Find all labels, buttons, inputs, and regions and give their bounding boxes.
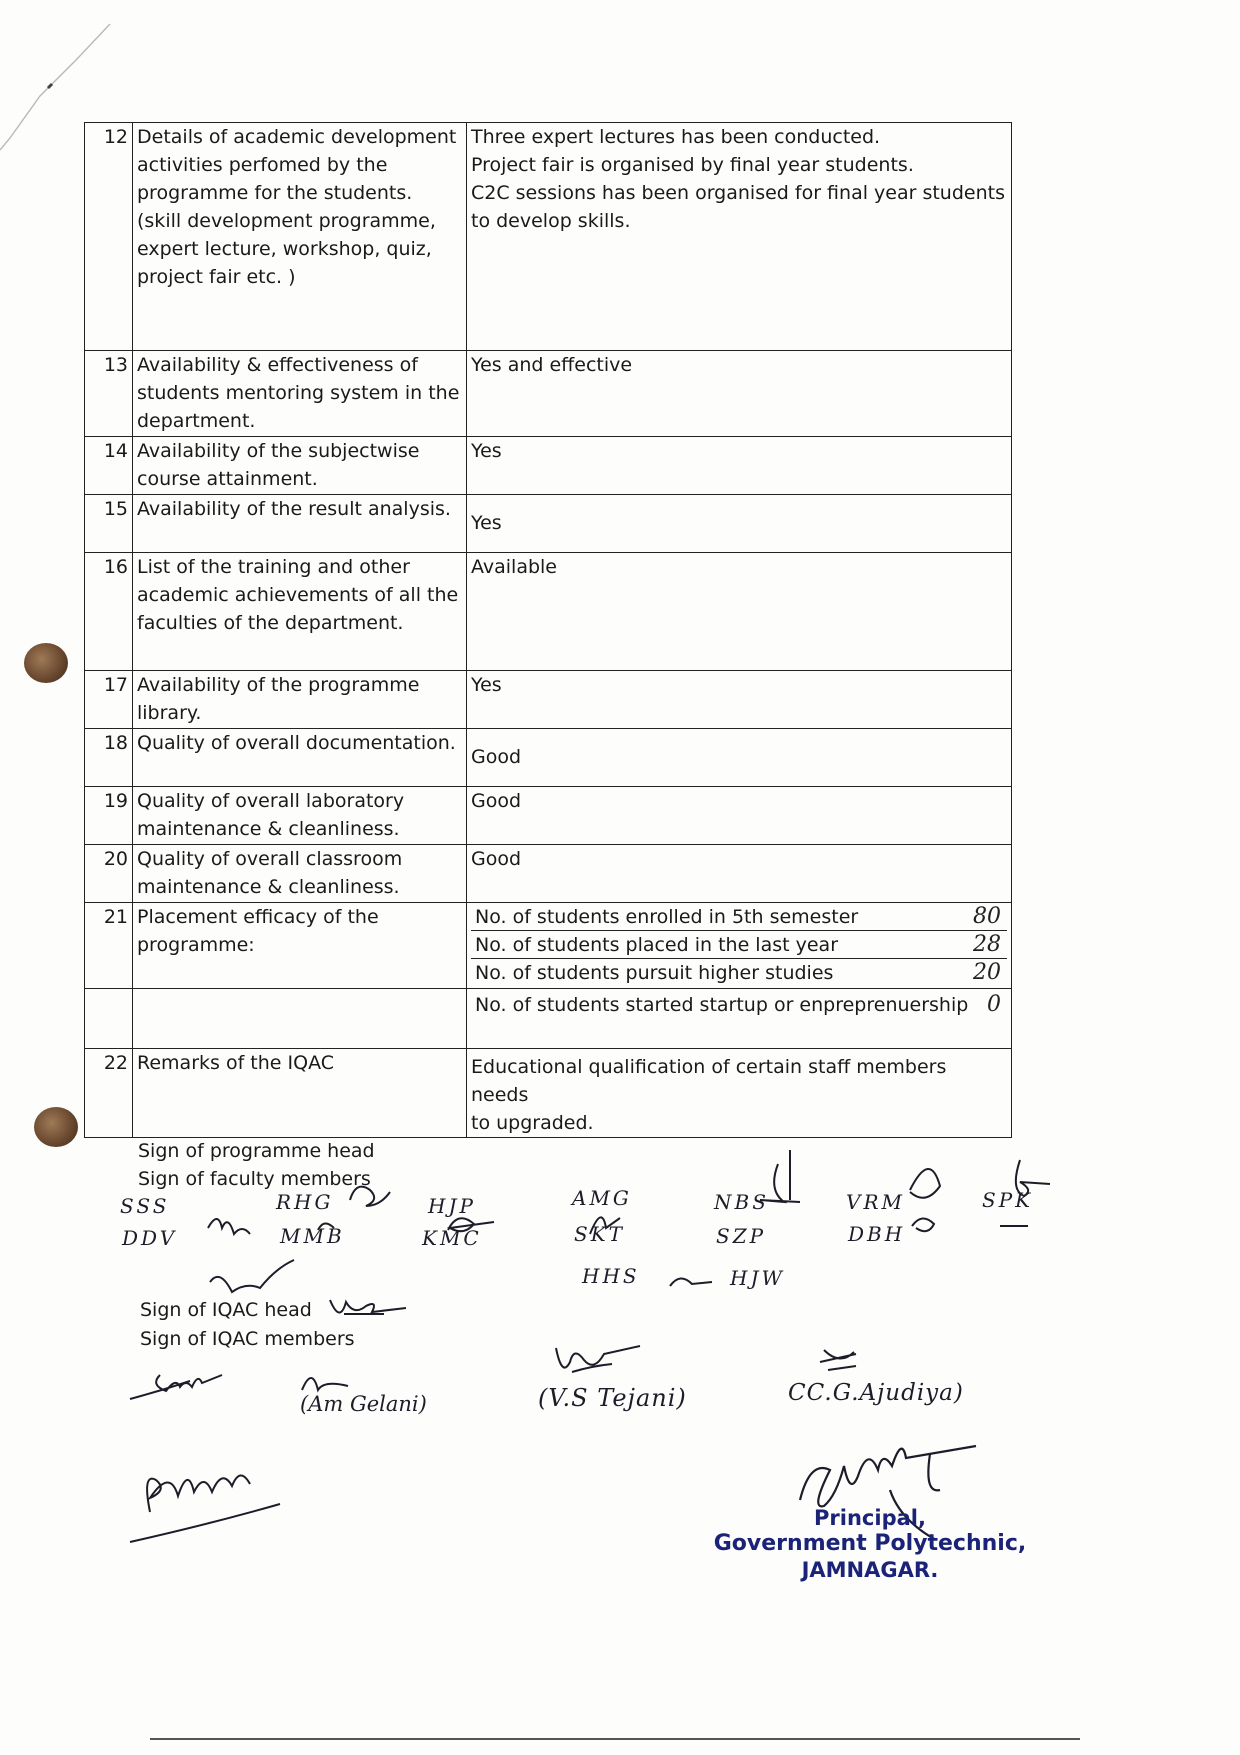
table-row	[85, 437, 1012, 495]
faculty-initial: HJW	[730, 1266, 786, 1290]
value-line: Good	[471, 848, 522, 870]
row-number: 21	[85, 903, 133, 989]
faculty-signature-marks	[190, 1150, 1070, 1300]
placement-row	[85, 903, 1012, 989]
row-parameter	[133, 787, 467, 845]
row-number: 12	[85, 123, 133, 351]
row-number: 14	[85, 437, 133, 495]
faculty-initial: MMB	[280, 1224, 345, 1248]
row-parameter	[133, 437, 467, 495]
iqac-member-name: (V.S Tejani)	[538, 1384, 687, 1412]
faculty-initial: HJP	[428, 1194, 476, 1218]
table-row	[85, 729, 1012, 787]
param-line: Details of academic development	[137, 126, 457, 148]
stamp-line: Government Polytechnic,	[713, 1531, 1027, 1556]
row-number: 15	[85, 495, 133, 553]
param-line: Availability of the programme	[137, 674, 420, 696]
param-line: project fair etc. )	[137, 266, 296, 288]
placement-item	[471, 991, 1007, 1019]
row-number: 18	[85, 729, 133, 787]
faculty-initial: RHG	[276, 1190, 334, 1214]
table-row	[85, 787, 1012, 845]
value-line: Yes	[471, 440, 502, 462]
faculty-initial: DDV	[122, 1226, 178, 1250]
row-parameter	[133, 351, 467, 437]
row-value	[467, 437, 1012, 495]
value-line: Educational qualification of certain staff members needs	[471, 1056, 947, 1106]
param-line: Quality of overall laboratory	[137, 790, 405, 812]
placement-item	[471, 931, 1007, 959]
row-value	[467, 1049, 1012, 1138]
table-row	[85, 351, 1012, 437]
iqac-member-name: (Am Gelani)	[300, 1392, 427, 1416]
placement-label: No. of students placed in the last year	[475, 933, 839, 956]
param-line: Placement efficacy of the	[137, 906, 379, 928]
row-parameter	[133, 845, 467, 903]
faculty-initial: SPK	[982, 1188, 1034, 1212]
stamp-line: JAMNAGAR.	[801, 1558, 939, 1582]
param-line: maintenance & cleanliness.	[137, 818, 400, 840]
param-line: activities perfomed by the	[137, 154, 388, 176]
principal-stamp	[700, 1505, 1040, 1583]
faculty-initial: DBH	[848, 1222, 906, 1246]
row-number: 19	[85, 787, 133, 845]
faculty-initial: HHS	[582, 1264, 640, 1288]
placement-row-continued	[85, 989, 1012, 1049]
placement-value: 0	[987, 992, 1001, 1017]
param-line: faculties of the department.	[137, 612, 404, 634]
row-value	[467, 671, 1012, 729]
param-line: Quality of overall classroom	[137, 848, 403, 870]
row-value	[467, 351, 1012, 437]
iqac-member-name: CC.G.Ajudiya)	[788, 1380, 964, 1406]
iqac-member-signature	[296, 1370, 356, 1400]
value-line: Good	[471, 790, 522, 812]
iqac-member-signature	[550, 1340, 650, 1384]
value-line: C2C sessions has been organised for final year students	[471, 182, 1005, 204]
param-line: Availability of the subjectwise	[137, 440, 420, 462]
row-number: 16	[85, 553, 133, 671]
placement-values	[467, 989, 1012, 1049]
value-line: Good	[471, 746, 522, 768]
iqac-member-signature	[816, 1344, 866, 1374]
value-line: Project fair is organised by final year students.	[471, 154, 914, 176]
row-value	[467, 787, 1012, 845]
table-row	[85, 553, 1012, 671]
placement-item	[471, 903, 1007, 931]
value-line: Available	[471, 556, 558, 578]
placement-label: No. of students started startup or enpreprenuership	[475, 994, 969, 1016]
param-line: department.	[137, 410, 256, 432]
param-line: expert lecture, workshop, quiz,	[137, 238, 432, 260]
table-row	[85, 671, 1012, 729]
placement-label: No. of students enrolled in 5th semester	[475, 905, 859, 928]
param-line: students mentoring system in the	[137, 382, 460, 404]
row-parameter	[133, 123, 467, 351]
page-bottom-rule	[150, 1738, 1080, 1740]
iqac-members-label: Sign of IQAC members	[140, 1328, 355, 1350]
table-row	[85, 845, 1012, 903]
param-line: Availability of the result analysis.	[137, 498, 451, 520]
faculty-initial: SKT	[574, 1222, 625, 1246]
row-parameter	[133, 729, 467, 787]
row-parameter-empty	[133, 989, 467, 1049]
param-line: library.	[137, 702, 202, 724]
param-line: programme for the students.	[137, 182, 413, 204]
programme-head-label: Sign of programme head	[138, 1140, 375, 1162]
row-value	[467, 495, 1012, 553]
value-line: to upgraded.	[471, 1112, 594, 1134]
row-parameter	[133, 553, 467, 671]
remarks-row	[85, 1049, 1012, 1138]
row-parameter	[133, 495, 467, 553]
stamp-line: Principal,	[814, 1506, 926, 1530]
param-line: course attainment.	[137, 468, 318, 490]
table-row	[85, 123, 1012, 351]
row-number: 20	[85, 845, 133, 903]
param-line: Availability & effectiveness of	[137, 354, 418, 376]
row-number: 22	[85, 1049, 133, 1138]
value-line: to develop skills.	[471, 210, 631, 232]
iqac-member-signature-large	[120, 1440, 290, 1550]
value-line: Yes and effective	[471, 354, 633, 376]
row-value	[467, 845, 1012, 903]
row-value	[467, 123, 1012, 351]
param-line: maintenance & cleanliness.	[137, 876, 400, 898]
value-line: Yes	[471, 512, 502, 534]
row-parameter: Remarks of the IQAC	[133, 1049, 467, 1138]
row-parameter	[133, 903, 467, 989]
placement-value: 80	[973, 903, 1001, 929]
param-line: List of the training and other	[137, 556, 410, 578]
faculty-initial: SZP	[716, 1224, 767, 1248]
param-line: Quality of overall documentation.	[137, 732, 456, 754]
row-value	[467, 729, 1012, 787]
faculty-initial: KMC	[422, 1226, 482, 1250]
punch-hole-top	[24, 643, 68, 683]
param-line: programme:	[137, 934, 255, 956]
iqac-head-signature	[326, 1290, 416, 1330]
iqac-checklist-table	[84, 122, 1012, 1138]
value-line: Three expert lectures has been conducted.	[471, 126, 881, 148]
faculty-initial: SSS	[120, 1194, 170, 1218]
row-number-empty	[85, 989, 133, 1049]
iqac-member-signature	[120, 1355, 230, 1415]
row-value	[467, 553, 1012, 671]
value-line: Yes	[471, 674, 502, 696]
param-line: academic achievements of all the	[137, 584, 459, 606]
faculty-members-label: Sign of faculty members	[138, 1168, 371, 1190]
faculty-initial: NBS	[714, 1190, 769, 1214]
placement-item	[471, 959, 1007, 986]
placement-value: 28	[973, 931, 1001, 957]
faculty-initial: AMG	[572, 1186, 632, 1210]
placement-label: No. of students pursuit higher studies	[475, 961, 834, 984]
iqac-head-label: Sign of IQAC head	[140, 1299, 312, 1321]
punch-hole-bottom	[34, 1107, 78, 1147]
faculty-initial: VRM	[846, 1190, 905, 1214]
param-line: (skill development programme,	[137, 210, 436, 232]
row-number: 17	[85, 671, 133, 729]
table-row	[85, 495, 1012, 553]
row-parameter	[133, 671, 467, 729]
placement-value: 20	[973, 959, 1001, 985]
placement-values	[467, 903, 1012, 989]
row-number: 13	[85, 351, 133, 437]
